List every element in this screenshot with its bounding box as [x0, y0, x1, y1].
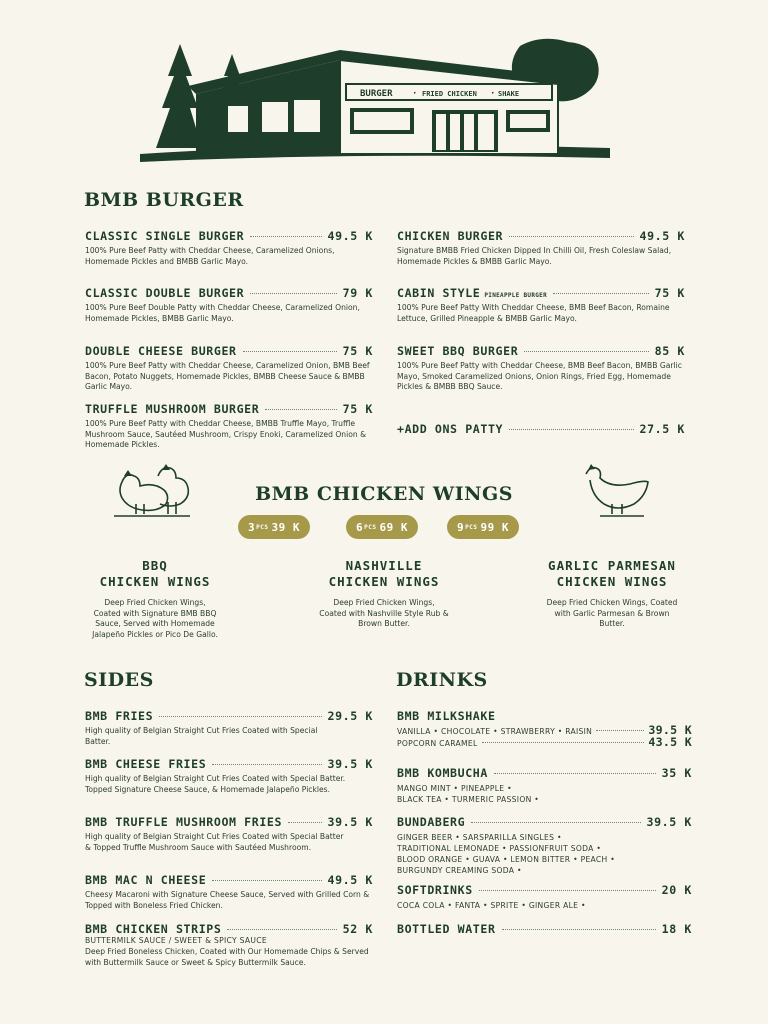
item-price: 18 K: [661, 922, 692, 936]
item-description: High quality of Belgian Straight Cut Fries Coated with Special Batter & Topped Truffle Mushroom Sauce with Sautéed Mushroom.: [85, 832, 344, 852]
wing-flavor-garlic-parmesan: [517, 558, 707, 630]
sides-section-title: SIDES: [84, 669, 154, 691]
option-list: POPCORN CARAMEL: [397, 739, 478, 748]
menu-item-add-ons-patty: [397, 422, 685, 436]
item-description: Signature BMBB Fried Chicken Dipped In Chilli Oil, Fresh Coleslaw Salad, Homemade Pickles & BMBB Garlic Mayo.: [397, 246, 672, 266]
pill-qty: 3: [248, 520, 256, 534]
wings-price-pill-9: [447, 515, 519, 539]
item-name: BMB TRUFFLE MUSHROOM FRIES: [85, 815, 283, 829]
item-description: 100% Pure Beef Patty with Cheddar Cheese, Caramelized Onion, BMB Beef Bacon, Potato Nuggets, Homemade Pickles, BMBB Cheese Sauce & BMBB Garlic Mayo.: [85, 361, 370, 392]
option-list: BLACK TEA • TURMERIC PASSION •: [397, 795, 540, 804]
drinks-section-title: DRINKS: [396, 669, 488, 691]
menu-item-bmb-fries: [85, 709, 373, 747]
pill-price: 99 K: [480, 520, 509, 534]
item-name: BMB MILKSHAKE: [397, 709, 496, 723]
item-description: Deep Fried Boneless Chicken, Coated with Our Homemade Chips & Served with Buttermilk Sauce or Sweet & Spicy Buttermilk Sauce.: [85, 947, 369, 967]
menu-item-bmb-truffle-mushroom-fries: [85, 815, 373, 853]
pill-unit: PCS: [256, 523, 269, 531]
item-name: BMB CHEESE FRIES: [85, 757, 207, 771]
item-name: BMB MAC N CHEESE: [85, 873, 207, 887]
item-price: 43.5 K: [648, 735, 692, 749]
burger-section-title: BMB BURGER: [84, 189, 244, 211]
item-price: 49.5 K: [639, 229, 685, 243]
item-name: DOUBLE CHEESE BURGER: [85, 344, 237, 358]
item-description: 100% Pure Beef Patty With Cheddar Cheese, BMB Beef Bacon, Romaine Lettuce, Grilled Pineapple & BMBB Garlic Mayo.: [397, 303, 670, 323]
pill-price: 39 K: [271, 520, 300, 534]
item-name: CLASSIC SINGLE BURGER: [85, 229, 245, 243]
sign-shake: SHAKE: [498, 90, 520, 98]
item-price: 75 K: [342, 344, 373, 358]
menu-item-classic-single-burger: [85, 229, 373, 267]
wing-flavor-description: Deep Fried Chicken Wings, Coated with Garlic Parmesan & Brown Butter.: [546, 598, 678, 629]
pill-qty: 9: [457, 520, 465, 534]
menu-item-bmb-kombucha: [397, 766, 692, 805]
restaurant-illustration: [140, 36, 630, 166]
menu-item-chicken-burger: [397, 229, 685, 267]
option-list: MANGO MINT • PINEAPPLE •: [397, 784, 512, 793]
option-list: VANILLA • CHOCOLATE • STRAWBERRY • RAISIN: [397, 727, 593, 736]
item-tag: PINEAPPLE BURGER: [484, 292, 547, 299]
item-name: SOFTDRINKS: [397, 883, 473, 897]
item-name: CLASSIC DOUBLE BURGER: [85, 286, 245, 300]
pine-tree-icon: [156, 44, 202, 148]
item-price: 49.5 K: [327, 873, 373, 887]
menu-item-bundaberg: [397, 815, 692, 876]
item-price: 29.5 K: [327, 709, 373, 723]
item-description: 100% Pure Beef Patty with Cheddar Cheese, BMBB Truffle Mayo, Truffle Mushroom Sauce, Sautéed Mushroom, Crispy Enoki, Caramelized Onion & Homemade Pickles.: [85, 419, 367, 450]
item-price: 39.5 K: [648, 723, 692, 737]
menu-item-cabin-style: [397, 286, 685, 324]
item-name: TRUFFLE MUSHROOM BURGER: [85, 402, 260, 416]
item-name: +ADD ONS PATTY: [397, 422, 504, 436]
item-name: BMB KOMBUCHA: [397, 766, 488, 780]
item-name: SWEET BBQ BURGER: [397, 344, 519, 358]
item-price: 39.5 K: [646, 815, 692, 829]
menu-item-bmb-milkshake: [397, 709, 692, 749]
item-price: 49.5 K: [327, 229, 373, 243]
item-price: 52 K: [342, 922, 373, 936]
item-name: BMB CHICKEN STRIPS: [85, 922, 222, 936]
item-name: BMB FRIES: [85, 709, 154, 723]
item-description: High quality of Belgian Straight Cut Fries Coated with Special Batter. Topped Signature Cheese Sauce, & Homemade Jalapeño Pickles.: [85, 774, 346, 794]
wing-flavor-subtitle: CHICKEN WINGS: [328, 574, 440, 589]
wing-flavor-bbq: [60, 558, 250, 640]
pill-price: 69 K: [379, 520, 408, 534]
wing-flavor-title: BBQ: [142, 558, 168, 573]
item-price: 79 K: [342, 286, 373, 300]
item-price: 35 K: [661, 766, 692, 780]
sign-burger: BURGER: [360, 89, 393, 99]
item-price: 85 K: [654, 344, 685, 358]
pill-qty: 6: [356, 520, 364, 534]
menu-item-softdrinks: [397, 883, 692, 911]
pill-unit: PCS: [465, 523, 478, 531]
item-description: 100% Pure Beef Patty with Cheddar Cheese, BMB Beef Bacon, BMBB Garlic Mayo, Smoked Caramelized Onions, Onion Rings, Fried Egg, Homemade Pickles & BMBB BBQ Sauce.: [397, 361, 682, 392]
svg-text:·: ·: [412, 89, 418, 99]
item-price: 75 K: [342, 402, 373, 416]
menu-item-bmb-chicken-strips: [85, 922, 373, 968]
item-price: 27.5 K: [639, 422, 685, 436]
item-description: High quality of Belgian Straight Cut Fries Coated with Special Batter.: [85, 726, 318, 746]
menu-item-truffle-mushroom-burger: [85, 402, 373, 451]
item-name: CABIN STYLE: [397, 286, 481, 300]
item-name: BOTTLED WATER: [397, 922, 496, 936]
item-price: 20 K: [661, 883, 692, 897]
menu-item-bottled-water: [397, 922, 692, 936]
wings-section-title: BMB CHICKEN WINGS: [255, 483, 513, 505]
pill-unit: PCS: [364, 523, 377, 531]
wings-price-pill-6: [346, 515, 418, 539]
option-list: BLOOD ORANGE • GUAVA • LEMON BITTER • PEACH •: [397, 855, 616, 864]
wing-flavor-description: Deep Fried Chicken Wings, Coated with Signature BMB BBQ Sauce, Served with Homemade Jalapeño Pickles or Pico De Gallo.: [92, 598, 218, 639]
item-price: 75 K: [654, 286, 685, 300]
option-list: COCA COLA • FANTA • SPRITE • GINGER ALE •: [397, 901, 586, 910]
wing-flavor-subtitle: CHICKEN WINGS: [99, 574, 211, 589]
option-list: GINGER BEER • SARSPARILLA SINGLES •: [397, 833, 562, 842]
item-description: Cheesy Macaroni with Signature Cheese Sauce, Served with Grilled Corn & Topped with Boneless Fried Chicken.: [85, 890, 370, 910]
item-name: CHICKEN BURGER: [397, 229, 504, 243]
menu-item-sweet-bbq-burger: [397, 344, 685, 393]
menu-item-classic-double-burger: [85, 286, 373, 324]
menu-item-double-cheese-burger: [85, 344, 373, 393]
item-price: 39.5 K: [327, 757, 373, 771]
menu-item-bmb-mac-n-cheese: [85, 873, 373, 911]
wings-price-pill-3: [238, 515, 310, 539]
item-description: 100% Pure Beef Double Patty with Cheddar Cheese, Caramelized Onion, Homemade Pickles, BMBB Garlic Mayo.: [85, 303, 360, 323]
sign-fried-chicken: FRIED CHICKEN: [422, 90, 477, 98]
menu-item-bmb-cheese-fries: [85, 757, 373, 795]
wing-flavor-description: Deep Fried Chicken Wings, Coated with Nashville Style Rub & Brown Butter.: [319, 598, 449, 629]
item-sauce-options: BUTTERMILK SAUCE / SWEET & SPICY SAUCE: [85, 936, 267, 945]
item-name: BUNDABERG: [397, 815, 466, 829]
wing-flavor-title: NASHVILLE: [345, 558, 423, 573]
item-description: 100% Pure Beef Patty with Cheddar Cheese, Caramelized Onions, Homemade Pickles and BMBB Garlic Mayo.: [85, 246, 335, 266]
option-list: BURGUNDY CREAMING SODA •: [397, 866, 522, 875]
wing-flavor-nashville: [289, 558, 479, 630]
option-list: TRADITIONAL LEMONADE • PASSIONFRUIT SODA •: [397, 844, 602, 853]
item-price: 39.5 K: [327, 815, 373, 829]
wing-flavor-subtitle: CHICKEN WINGS: [556, 574, 668, 589]
wing-flavor-title: GARLIC PARMESAN: [548, 558, 676, 573]
svg-text:·: ·: [490, 89, 496, 99]
